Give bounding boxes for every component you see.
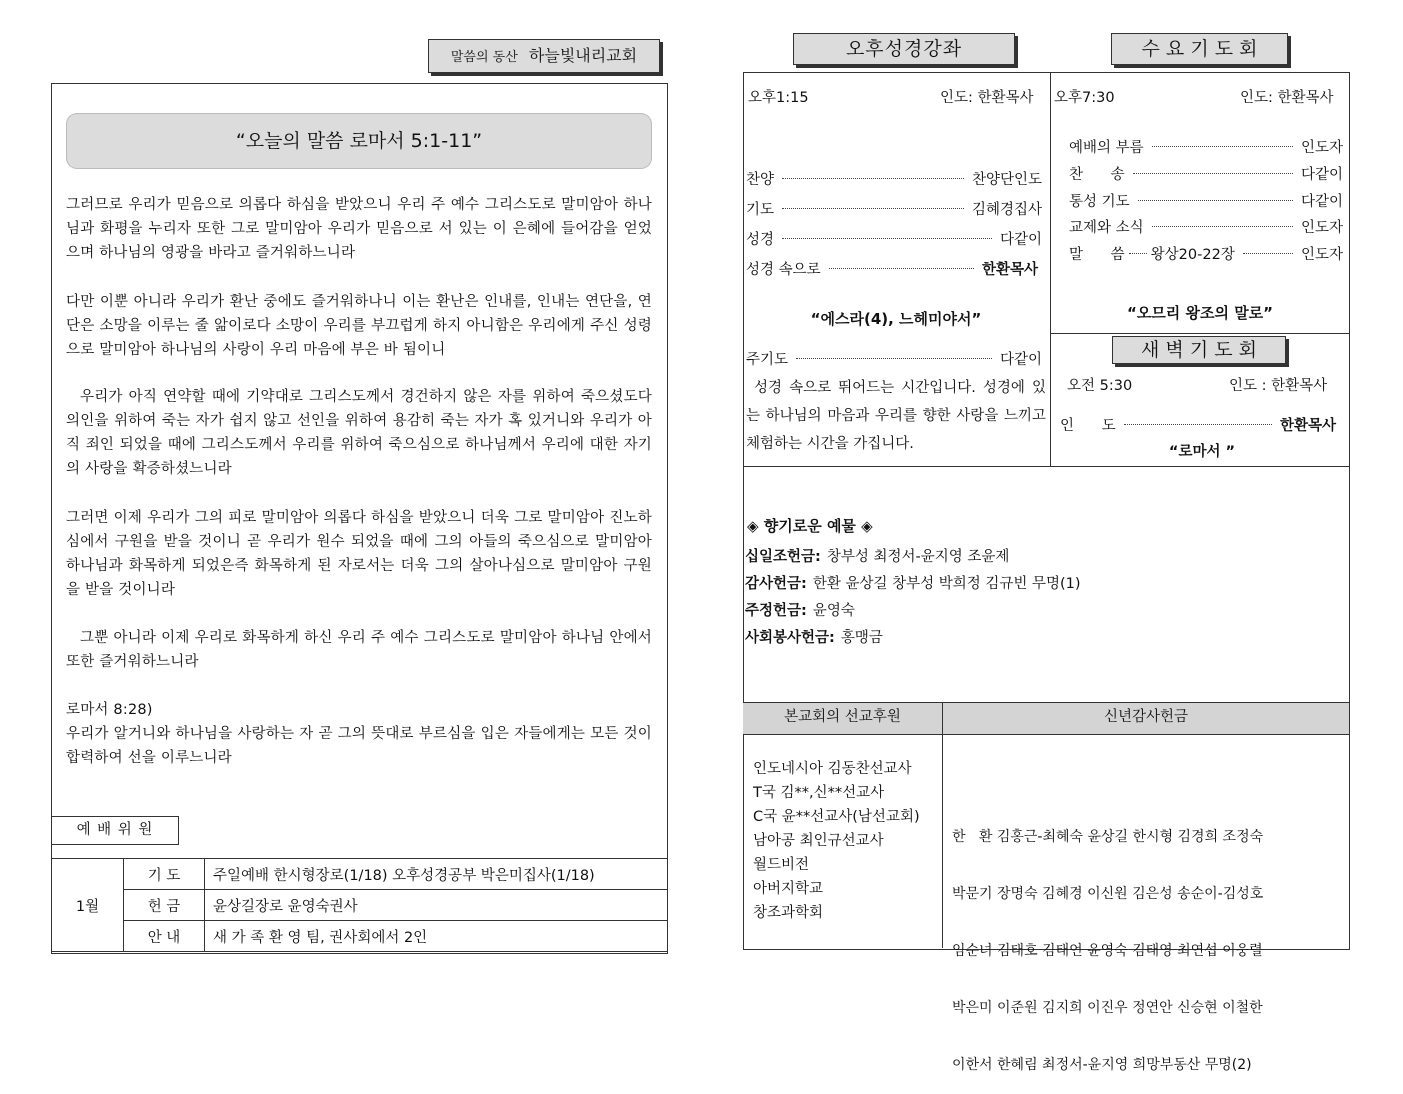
offering-label: 사회봉사헌금: bbox=[745, 630, 835, 646]
afternoon-description: 성경 속으로 뛰어드는 시간입니다. 성경에 있는 하나님의 마음과 우리를 향한 사랑을 느끼고 체험하는 시간을 가집니다. bbox=[746, 380, 1046, 452]
dawn-label: 인 도 bbox=[1060, 418, 1116, 434]
afternoon-item-value: 찬양단인도 bbox=[971, 172, 1042, 188]
dawn-tab: 새 벽 기 도 회 bbox=[1112, 336, 1286, 364]
wednesday-time: 오후7:30 bbox=[1054, 90, 1115, 106]
afternoon-time: 오후1:15 bbox=[748, 90, 809, 106]
afternoon-item bbox=[746, 258, 1038, 279]
list-item: 이한서 한혜림 최정서-윤지영 희망부동산 무명(2) bbox=[952, 1057, 1252, 1073]
afternoon-leader: 인도: 한환목사 bbox=[940, 90, 1034, 106]
committee-value: 새 가 족 환 영 팀, 권사회에서 2인 bbox=[205, 921, 668, 952]
committee-role: 기 도 bbox=[124, 859, 205, 890]
wednesday-item bbox=[1069, 136, 1343, 157]
list-item: C국 윤**선교사(남선교회) bbox=[753, 809, 920, 825]
scripture-paragraph-3: 우리가 아직 연약할 때에 기약대로 그리스도께서 경건하지 않은 자를 위하여 죽으셨도다 의인을 위하여 죽는 자가 쉽지 않고 선인을 위하여 용감히 죽는 자가 혹 있거니와 우리가 아직 죄인 되었을 때에 그리스도께서 우리를 위하여 죽으심으로 하나님께서 우리에 대한 자기의 사랑을 확증하셨느니라 bbox=[66, 389, 652, 477]
closing-label: 주기도 bbox=[746, 352, 789, 368]
afternoon-item-label: 찬양 bbox=[746, 172, 775, 188]
wednesday-item-value: 인도자 bbox=[1300, 220, 1343, 236]
leader-dots bbox=[1138, 200, 1293, 201]
committee-value: 윤상길장로 윤영숙권사 bbox=[205, 890, 668, 921]
word-value: 인도자 bbox=[1300, 247, 1343, 263]
dawn-leader: 인도 : 한환목사 bbox=[1229, 378, 1328, 394]
wednesday-item bbox=[1069, 190, 1343, 211]
memory-verse-text: 우리가 알거니와 하나님을 사랑하는 자 곧 그의 뜻대로 부르심을 입은 자들에게는 모든 것이 합력하여 선을 이루느니라 bbox=[66, 726, 652, 766]
offering-label: 감사헌금: bbox=[745, 576, 807, 592]
scripture-paragraph-5: 그뿐 아니라 이제 우리로 화목하게 하신 우리 주 예수 그리스도로 말미암아 하나님 안에서 또한 즐거워하느니라 bbox=[66, 630, 652, 670]
list-item: 임순녀 김태호 김태언 윤영숙 김태영 최연섭 이웅렬 bbox=[952, 943, 1263, 959]
list-item: 인도네시아 김동찬선교사 bbox=[753, 761, 912, 777]
offering-names: 홍맹금 bbox=[840, 630, 883, 646]
list-item: 박문기 장명숙 김혜경 이신원 김은성 송순이-김성호 bbox=[952, 886, 1264, 902]
list-item: 아버지학교 bbox=[753, 881, 824, 897]
wednesday-item-label: 찬 송 bbox=[1069, 167, 1125, 183]
church-header bbox=[428, 39, 660, 73]
word-label: 말 씀 bbox=[1069, 247, 1125, 263]
leader-dots bbox=[796, 358, 992, 359]
afternoon-item-value: 다같이 bbox=[999, 232, 1042, 248]
dawn-value: 한환목사 bbox=[1279, 418, 1336, 434]
sermon-title: “오늘의 말씀 로마서 5:1-11” bbox=[235, 130, 483, 152]
wednesday-item-value: 인도자 bbox=[1300, 140, 1343, 156]
offering-names: 한환 윤상길 창부성 박희정 김규빈 무명(1) bbox=[812, 576, 1081, 592]
word-text: 왕상20-22장 bbox=[1150, 247, 1235, 263]
committee-month: 1월 bbox=[52, 859, 124, 952]
afternoon-closing bbox=[746, 348, 1042, 369]
support-col-divider bbox=[942, 702, 943, 948]
committee-label: 예 배 위 원 bbox=[51, 816, 179, 845]
scripture-paragraph-2: 다만 이뿐 아니라 우리가 환난 중에도 즐거워하나니 이는 환난은 인내를, 인내는 연단을, 연단은 소망을 이루는 줄 앎이로다 소망이 우리를 부끄럽게 하지 아니함은 우리에게 주신 성령으로 말미암아 하나님의 사랑이 우리 마음에 부은 바 됨이니 bbox=[66, 294, 652, 358]
closing-value: 다같이 bbox=[999, 352, 1042, 368]
wednesday-topic: “오므리 왕조의 말로” bbox=[1126, 304, 1274, 322]
dawn-topic: “로마서 ” bbox=[1168, 444, 1236, 460]
leader-dots bbox=[1129, 253, 1147, 254]
wednesday-item bbox=[1069, 163, 1343, 184]
offering-row bbox=[745, 626, 883, 647]
dawn-time: 오전 5:30 bbox=[1067, 378, 1133, 394]
committee-table bbox=[51, 858, 668, 952]
wednesday-item-value: 다같이 bbox=[1300, 194, 1343, 210]
list-item: 월드비전 bbox=[753, 857, 810, 873]
afternoon-item-value: 한환목사 bbox=[981, 262, 1038, 278]
offering-names: 윤영숙 bbox=[812, 603, 855, 619]
committee-value: 주일예배 한시형장로(1/18) 오후성경공부 박은미집사(1/18) bbox=[205, 859, 668, 890]
leader-dots bbox=[829, 268, 974, 269]
scripture-paragraph-1: 그러므로 우리가 믿음으로 의롭다 하심을 받았으니 우리 주 예수 그리스도로 말미암아 하나님과 화평을 누리자 또한 그로 말미암아 우리가 믿음으로 서 있는 이 은혜에 들어감을 얻었으며 하나님의 영광을 바라고 즐거워하느니라 bbox=[66, 197, 652, 261]
wednesday-item-label: 통성 기도 bbox=[1069, 194, 1130, 210]
wednesday-item-label: 교제와 소식 bbox=[1069, 220, 1144, 236]
wednesday-item-value: 다같이 bbox=[1300, 167, 1343, 183]
list-item: 박은미 이준원 김지희 이진우 정연안 신승현 이철한 bbox=[952, 1000, 1263, 1016]
newyear-header: 신년감사헌금 bbox=[1103, 709, 1189, 725]
wednesday-item-label: 예배의 부름 bbox=[1069, 140, 1144, 156]
leader-dots bbox=[1243, 253, 1293, 254]
scripture-paragraph-4: 그러면 이제 우리가 그의 피로 말미암아 의롭다 하심을 받았으니 더욱 그로 말미암아 진노하심에서 구원을 받을 것이니 곧 우리가 원수 되었을 때에 그의 아들의 죽으심으로 말미암아 하나님과 화목하게 되었은즉 화목하게 된 자로서는 더욱 그의 살아나심으로 말미암아 구원을 받을 것이니라 bbox=[66, 510, 652, 598]
wednesday-word bbox=[1069, 243, 1343, 264]
offering-names: 창부성 최정서-윤지영 조윤제 bbox=[826, 549, 1010, 565]
afternoon-item-label: 성경 bbox=[746, 232, 775, 248]
leader-dots bbox=[1152, 226, 1293, 227]
afternoon-tab: 오후성경강좌 bbox=[793, 33, 1015, 65]
sermon-title-banner bbox=[67, 114, 651, 168]
committee-role: 안 내 bbox=[124, 921, 205, 952]
list-item: 창조과학회 bbox=[753, 905, 824, 921]
committee-role: 헌 금 bbox=[124, 890, 205, 921]
list-item: 한 환 김홍근-최혜숙 윤상길 한시형 김경희 조정숙 bbox=[952, 829, 1264, 845]
offering-row bbox=[745, 599, 855, 620]
wednesday-leader: 인도: 한환목사 bbox=[1240, 90, 1334, 106]
leader-dots bbox=[782, 238, 992, 239]
leader-dots bbox=[782, 178, 964, 179]
leader-dots bbox=[1124, 424, 1272, 425]
afternoon-topic: “에스라(4), 느헤미야서” bbox=[810, 310, 982, 328]
mission-list bbox=[753, 757, 920, 925]
offering-row bbox=[745, 572, 1081, 593]
offerings-title: ◈ 향기로운 예물 ◈ bbox=[747, 517, 873, 535]
offering-label: 주정헌금: bbox=[745, 603, 807, 619]
church-name: 하늘빛내리교회 bbox=[528, 46, 638, 65]
list-item: 남아공 최인규선교사 bbox=[753, 833, 884, 849]
offering-row bbox=[745, 545, 1009, 566]
newyear-list bbox=[952, 790, 1263, 1094]
list-item: T국 김**,신**선교사 bbox=[753, 785, 885, 801]
memory-verse-ref: 로마서 8:28) bbox=[66, 702, 153, 718]
column-divider bbox=[1050, 72, 1051, 466]
dawn-item bbox=[1060, 414, 1336, 435]
afternoon-item-label: 성경 속으로 bbox=[746, 262, 821, 278]
leader-dots bbox=[1133, 173, 1293, 174]
leader-dots bbox=[782, 208, 964, 209]
wednesday-item bbox=[1069, 216, 1343, 237]
afternoon-item bbox=[746, 168, 1042, 189]
afternoon-item bbox=[746, 228, 1042, 249]
afternoon-item-value: 김혜경집사 bbox=[971, 202, 1042, 218]
afternoon-item bbox=[746, 198, 1042, 219]
mission-header: 본교회의 선교후원 bbox=[784, 709, 901, 725]
offering-label: 십일조헌금: bbox=[745, 549, 821, 565]
wednesday-tab: 수 요 기 도 회 bbox=[1111, 33, 1288, 65]
church-header-sub: 말씀의 동산 bbox=[450, 50, 518, 65]
wednesday-bottom-rule bbox=[1050, 333, 1349, 334]
schedule-bottom-rule bbox=[743, 466, 1349, 467]
leader-dots bbox=[1152, 146, 1293, 147]
afternoon-item-label: 기도 bbox=[746, 202, 775, 218]
